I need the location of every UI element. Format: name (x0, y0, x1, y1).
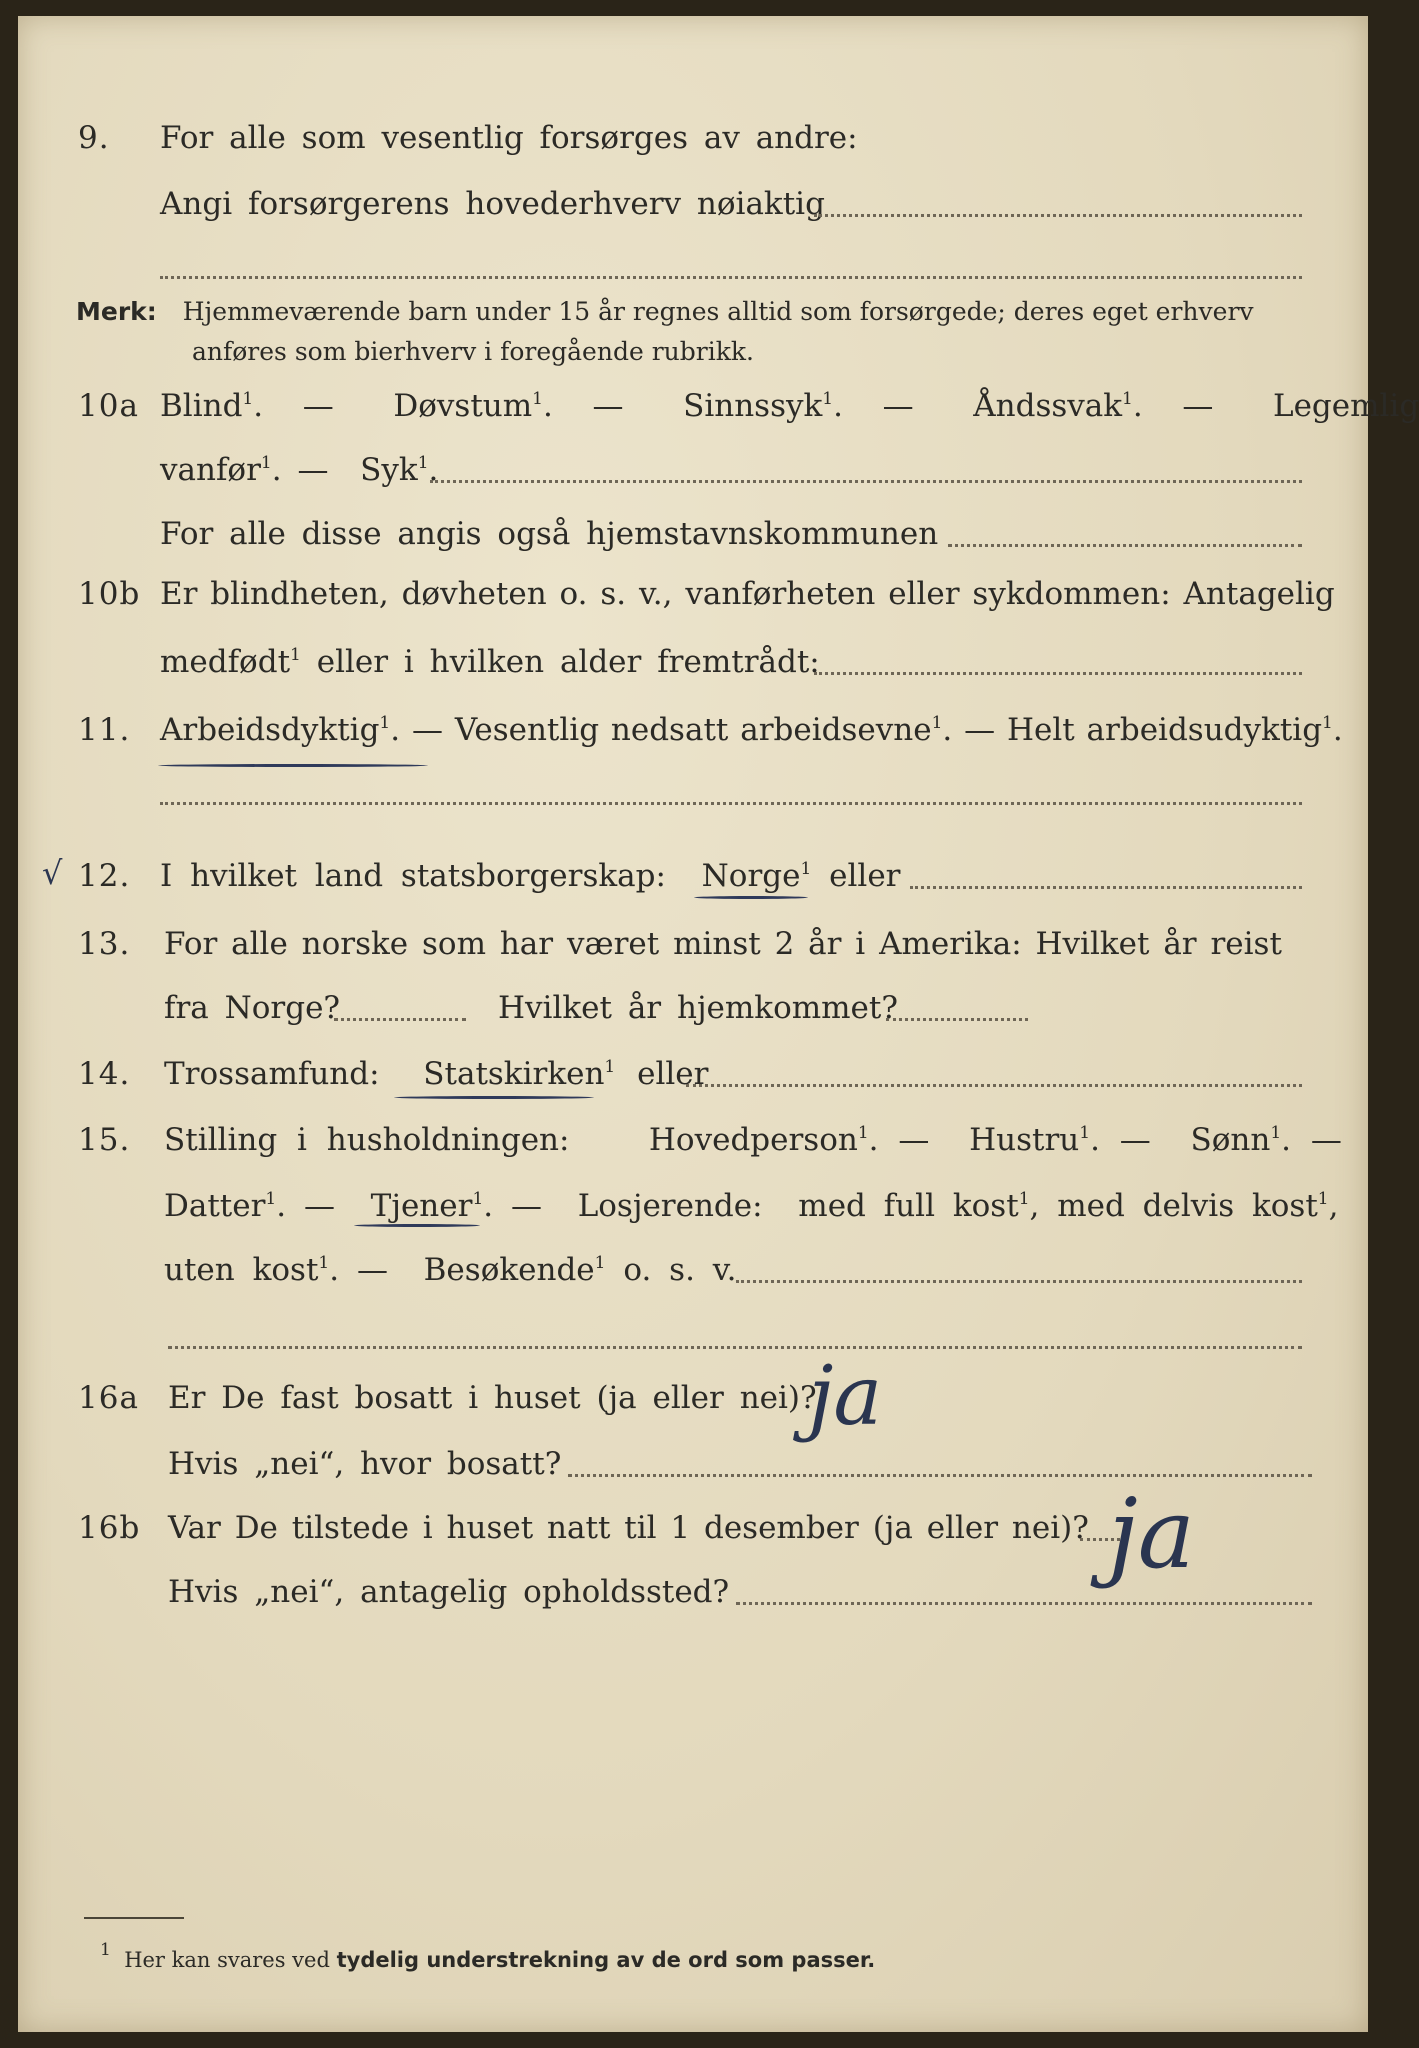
question-text: Hvis „nei“, hvor bosatt? (168, 1446, 562, 1482)
answer-line[interactable] (168, 1346, 1302, 1349)
question-text: Angi forsørgerens hovederhverv nøiaktig (160, 186, 825, 222)
answer-line[interactable] (814, 214, 1302, 217)
question-number: 15. (78, 1122, 131, 1158)
answer-line[interactable] (736, 1280, 1302, 1283)
option-andssvak[interactable]: Åndssvak (973, 388, 1123, 424)
question-text: Blind$^1$. — Døvstum$^1$. — Sinnssyk$^1$. — Åndssvak$^1$. — Legemlig (160, 388, 1419, 424)
question-number: 12. (78, 858, 131, 894)
question-text: For alle norske som har været minst 2 år i Amerika: Hvilket år reist (164, 926, 1282, 962)
option-tjener[interactable]: Tjener (370, 1188, 473, 1224)
question-text: For alle disse angis også hjemstavnskommunen (160, 516, 939, 552)
option-blind[interactable]: Blind (160, 388, 243, 424)
answer-line[interactable] (686, 1084, 1302, 1087)
option-legemlig[interactable]: Legemlig (1273, 388, 1419, 424)
question-text: For alle som vesentlig forsørges av andre: (160, 120, 858, 156)
question-text: Datter$^1$. — Tjener$^1$. — Losjerende: med full kost$^1$, med delvis kost$^1$, (164, 1188, 1339, 1224)
question-text: Var De tilstede i huset natt til 1 desember (ja eller nei)? (168, 1510, 1089, 1546)
option-hustru[interactable]: Hustru (969, 1122, 1080, 1158)
footnote-rule (84, 1917, 184, 1919)
question-text: Stilling i husholdningen: Hovedperson$^1$. — Hustru$^1$. — Sønn$^1$. — (164, 1122, 1342, 1158)
option-arbeidsdyktig[interactable]: Arbeidsdyktig (160, 712, 380, 748)
answer-line[interactable] (430, 480, 1302, 483)
question-number: 16a (78, 1380, 139, 1416)
footnote-text: Her kan svares ved (124, 1948, 330, 1972)
question-number: 16b (78, 1510, 141, 1546)
question-number: 11. (78, 712, 131, 748)
option-dovstum[interactable]: Døvstum (393, 388, 533, 424)
option-helt-udyktig[interactable]: Helt arbeidsudyktig (1006, 712, 1323, 748)
option-syk[interactable]: Syk (360, 452, 418, 488)
handwritten-answer[interactable]: ja (1108, 1478, 1195, 1590)
question-text: Arbeidsdyktig$^1$. — Vesentlig nedsatt arbeidsevne$^1$. — Helt arbeidsudyktig$^1$. (160, 712, 1343, 748)
answer-line[interactable] (886, 1018, 1028, 1021)
footnote-mark: 1 (100, 1940, 111, 1960)
question-text: Hvis „nei“, antagelig opholdssted? (168, 1574, 730, 1610)
handwritten-underline (694, 896, 808, 899)
question-number: 14. (78, 1056, 131, 1092)
option-vanfor[interactable]: vanfør (160, 452, 261, 488)
option-hovedperson[interactable]: Hovedperson (648, 1122, 858, 1158)
option-delvis-kost[interactable]: med delvis kost (1057, 1188, 1318, 1224)
option-statskirken[interactable]: Statskirken (423, 1056, 605, 1092)
answer-line[interactable] (736, 1602, 1312, 1605)
note-label: Merk: (76, 297, 157, 326)
question-text: Hvilket år hjemkommet? (498, 990, 898, 1026)
answer-line[interactable] (910, 886, 1302, 889)
question-text: fra Norge? (164, 990, 341, 1026)
handwritten-underline (158, 764, 428, 767)
option-sonn[interactable]: Sønn (1190, 1122, 1271, 1158)
question-number: 13. (78, 926, 131, 962)
option-datter[interactable]: Datter (164, 1188, 266, 1224)
option-uten-kost[interactable]: uten kost (164, 1252, 319, 1288)
handwritten-underline (354, 1224, 480, 1227)
answer-line[interactable] (814, 672, 1302, 675)
question-text: Er blindheten, døvheten o. s. v., vanførheten eller sykdommen: Antagelig (160, 576, 1335, 612)
note-merk (76, 292, 1254, 372)
option-besokende[interactable]: Besøkende (423, 1252, 595, 1288)
answer-line[interactable] (160, 276, 1302, 279)
handwritten-underline (394, 1096, 594, 1099)
note-text: Hjemmeværende barn under 15 år regnes alltid som forsørgede; deres eget erhverv (182, 297, 1254, 326)
census-form-page (18, 16, 1419, 2032)
note-text: anføres som bierhverv i foregående rubrikk. (192, 337, 754, 366)
question-number: 10a (78, 388, 139, 424)
question-number: 9. (78, 120, 110, 156)
footnote (100, 1940, 875, 1972)
option-medfodt[interactable]: medfødt (160, 644, 291, 680)
answer-line[interactable] (334, 1018, 466, 1021)
option-norge[interactable]: Norge (701, 858, 801, 894)
question-text: uten kost$^1$. — Besøkende$^1$ o. s. v. (164, 1252, 737, 1288)
question-text: I hvilket land statsborgerskap: Norge$^1$ eller (160, 858, 901, 894)
option-sinnssyk[interactable]: Sinnssyk (683, 388, 823, 424)
answer-line[interactable] (160, 802, 1302, 805)
answer-line[interactable] (568, 1474, 1312, 1477)
answer-line[interactable] (948, 544, 1302, 547)
question-text: Trossamfund: Statskirken$^1$ eller (164, 1056, 709, 1092)
check-mark: √ (42, 854, 63, 892)
question-text: Er De fast bosatt i huset (ja eller nei)? (168, 1380, 817, 1416)
question-text: medfødt$^1$ eller i hvilken alder fremtrådt: (160, 644, 820, 680)
option-full-kost[interactable]: med full kost (798, 1188, 1019, 1224)
question-number: 10b (78, 576, 141, 612)
question-text: vanfør$^1$. — Syk$^1$. (160, 452, 439, 488)
handwritten-answer[interactable]: ja (808, 1349, 883, 1444)
footnote-bold-text: tydelig understrekning av de ord som passer. (336, 1948, 876, 1972)
option-vesentlig-nedsatt[interactable]: Vesentlig nedsatt arbeidsevne (454, 712, 932, 748)
